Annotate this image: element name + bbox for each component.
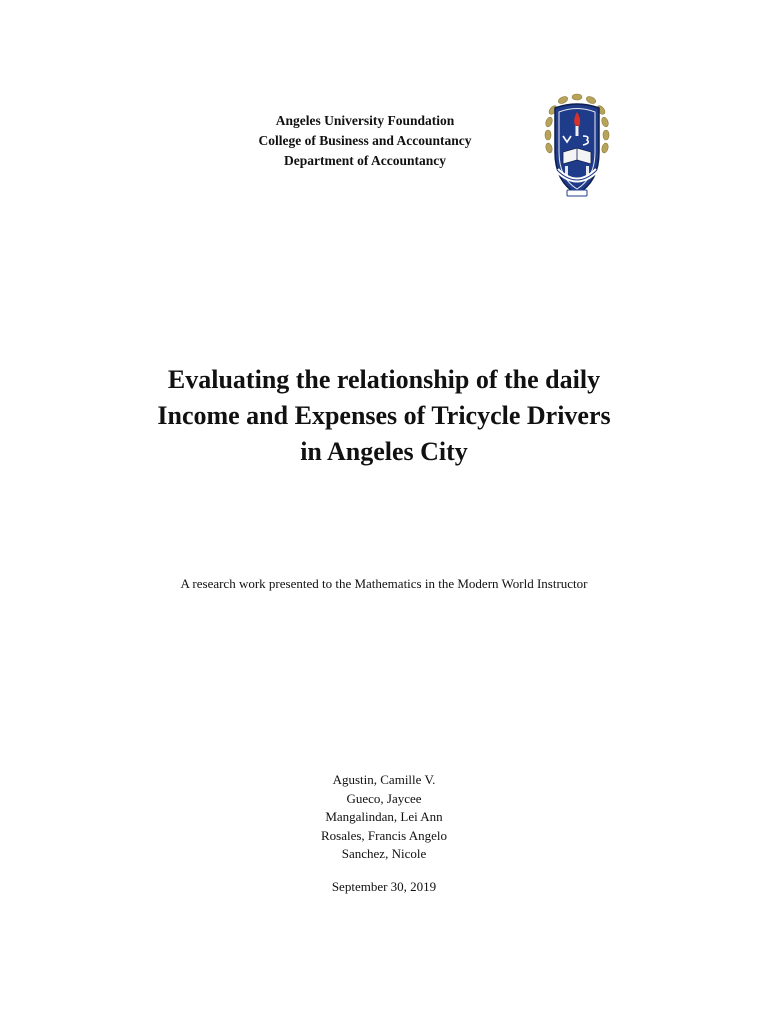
title-line-1: Evaluating the relationship of the daily xyxy=(167,365,601,394)
institution-header xyxy=(200,111,530,171)
author-name: Sanchez, Nicole xyxy=(341,846,427,861)
title-line-2: Income and Expenses of Tricycle Drivers xyxy=(157,401,611,430)
author-name: Agustin, Camille V. xyxy=(332,772,436,787)
document-title xyxy=(84,362,684,470)
college-name: College of Business and Accountancy xyxy=(258,133,472,148)
department-name: Department of Accountancy xyxy=(284,153,446,168)
author-name: Mangalindan, Lei Ann xyxy=(325,809,443,824)
author-name: Rosales, Francis Angelo xyxy=(320,827,447,843)
university-name: Angeles University Foundation xyxy=(275,113,455,128)
author-list xyxy=(234,771,534,864)
university-seal-icon xyxy=(543,90,611,198)
title-line-3: in Angeles City xyxy=(300,437,468,466)
document-subtitle: A research work presented to the Mathematics in the Modern World Instructor xyxy=(180,576,588,591)
author-name: Gueco, Jaycee xyxy=(346,790,422,806)
document-date: September 30, 2019 xyxy=(331,879,437,894)
